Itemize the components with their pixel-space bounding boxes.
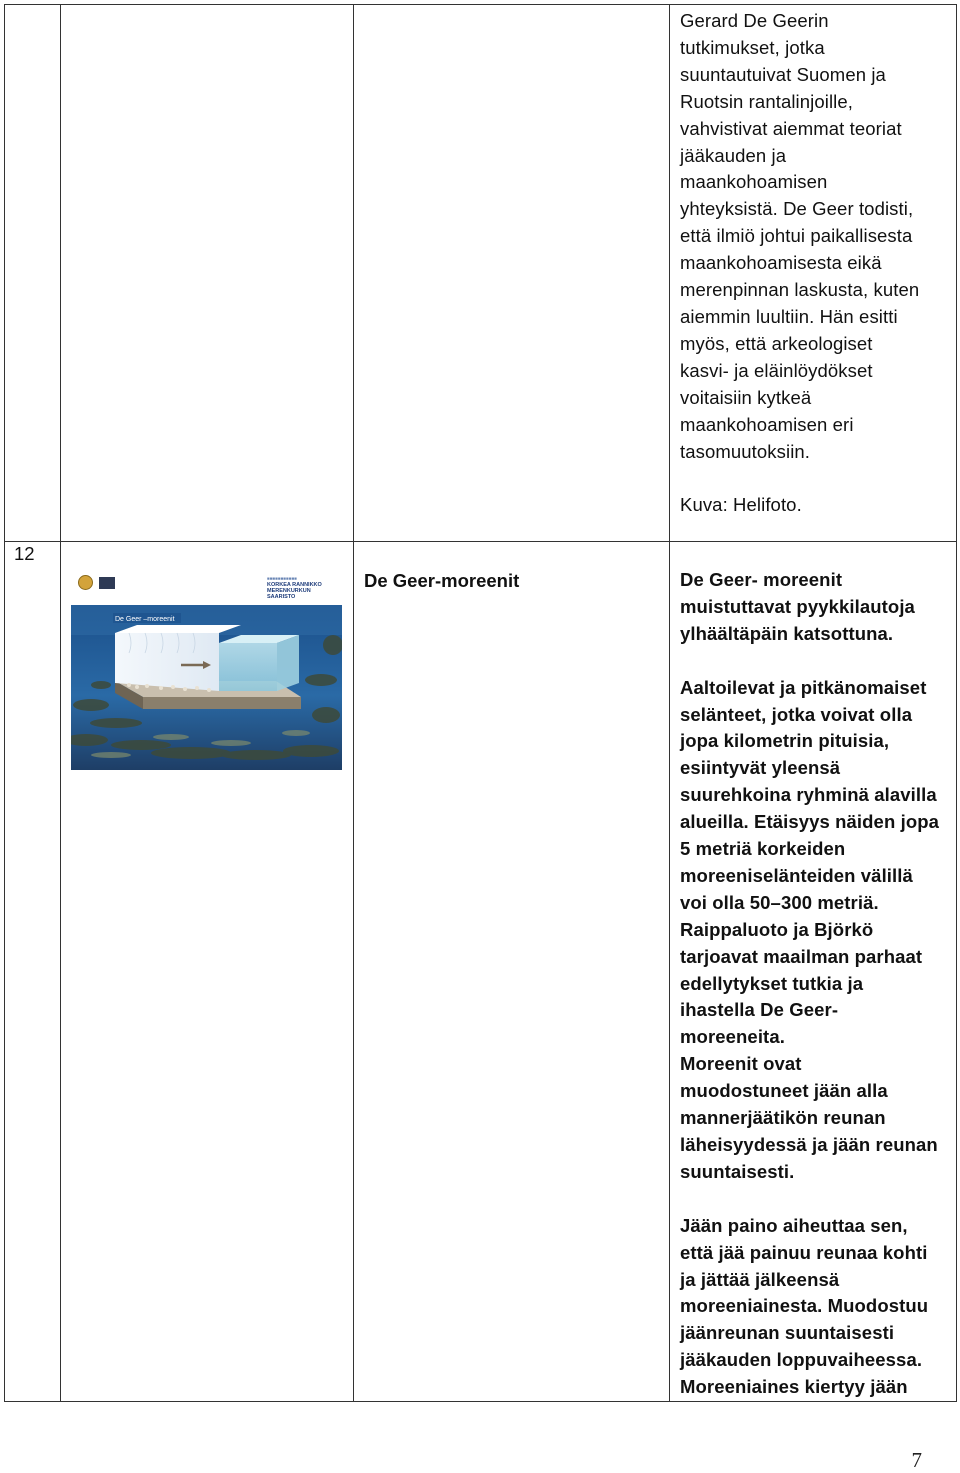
- row-title: De Geer-moreenit: [364, 570, 520, 591]
- number-cell: [5, 542, 61, 1402]
- table-row: [5, 542, 957, 1402]
- logo-group: [78, 575, 115, 590]
- photo-credit: Kuva: Helifoto.: [680, 494, 802, 516]
- description-cell: [670, 5, 957, 542]
- image-cell: [61, 5, 354, 542]
- image-cell: [61, 542, 354, 1402]
- content-table: [4, 4, 957, 1402]
- page-number: 7: [911, 1448, 922, 1472]
- illustration-caption: De Geer –moreenit: [115, 616, 175, 623]
- description-paragraph: De Geer- moreenit muistuttavat pyykkilautoja ylhäältäpäin katsottuna.: [680, 569, 915, 644]
- de-geer-moraine-illustration: [71, 605, 342, 770]
- title-cell: [354, 542, 670, 1402]
- brand-logo: ■■■■■■■■■■■ KORKEA RANNIKKO MERENKURKUN SAARISTO: [267, 576, 322, 600]
- description-cell: [670, 542, 957, 1402]
- number-cell: [5, 5, 61, 542]
- row-number: 12: [14, 543, 35, 564]
- title-cell: [354, 5, 670, 542]
- description-text: Gerard De Geerin tutkimukset, jotka suuntautuivat Suomen ja Ruotsin rantalinjoille, vahvistivat aiemmat teoriat jääkauden ja maankohoamisen yhteyksistä. De Geer todisti, että ilmiö johtui paikallisesta maankohoamisesta eikä merenpinnan laskusta, kuten aiemmin luultiin. Hän esitti myös, että arkeologiset kasvi- ja eläinlöydökset voitaisiin kytkeä maankohoamisen eri tasomuutoksiin.: [680, 10, 920, 462]
- museum-icon: [99, 577, 115, 589]
- emblem-icon: [78, 575, 93, 590]
- description-paragraph: Jään paino aiheuttaa sen, että jää painuu reunaa kohti ja jättää jälkeensä moreeniainesta. Muodostuu jäänreunan suuntaisesti jääkauden loppuvaiheessa. Moreeniaines kiertyy jään: [680, 1214, 929, 1398]
- table-row: [5, 5, 957, 542]
- description-paragraph: Aaltoilevat ja pitkänomaiset selänteet, jotka voivat olla jopa kilometrin pituisia, esiintyvät yleensä suurehkoina ryhminä alavilla alueilla. Etäisyys näiden jopa 5 metriä korkeiden moreeniselänteiden välillä voi olla 50–300 metriä. Raippaluoto ja Björkö tarjoavat maailman parhaat edellytykset tutkia ja ihastella De Geer- moreeneita. Moreenit ovat muodostuneet jään alla mannerjäätikön reunan läheisyydessä ja jään reunan suuntaisesti.: [680, 676, 940, 1182]
